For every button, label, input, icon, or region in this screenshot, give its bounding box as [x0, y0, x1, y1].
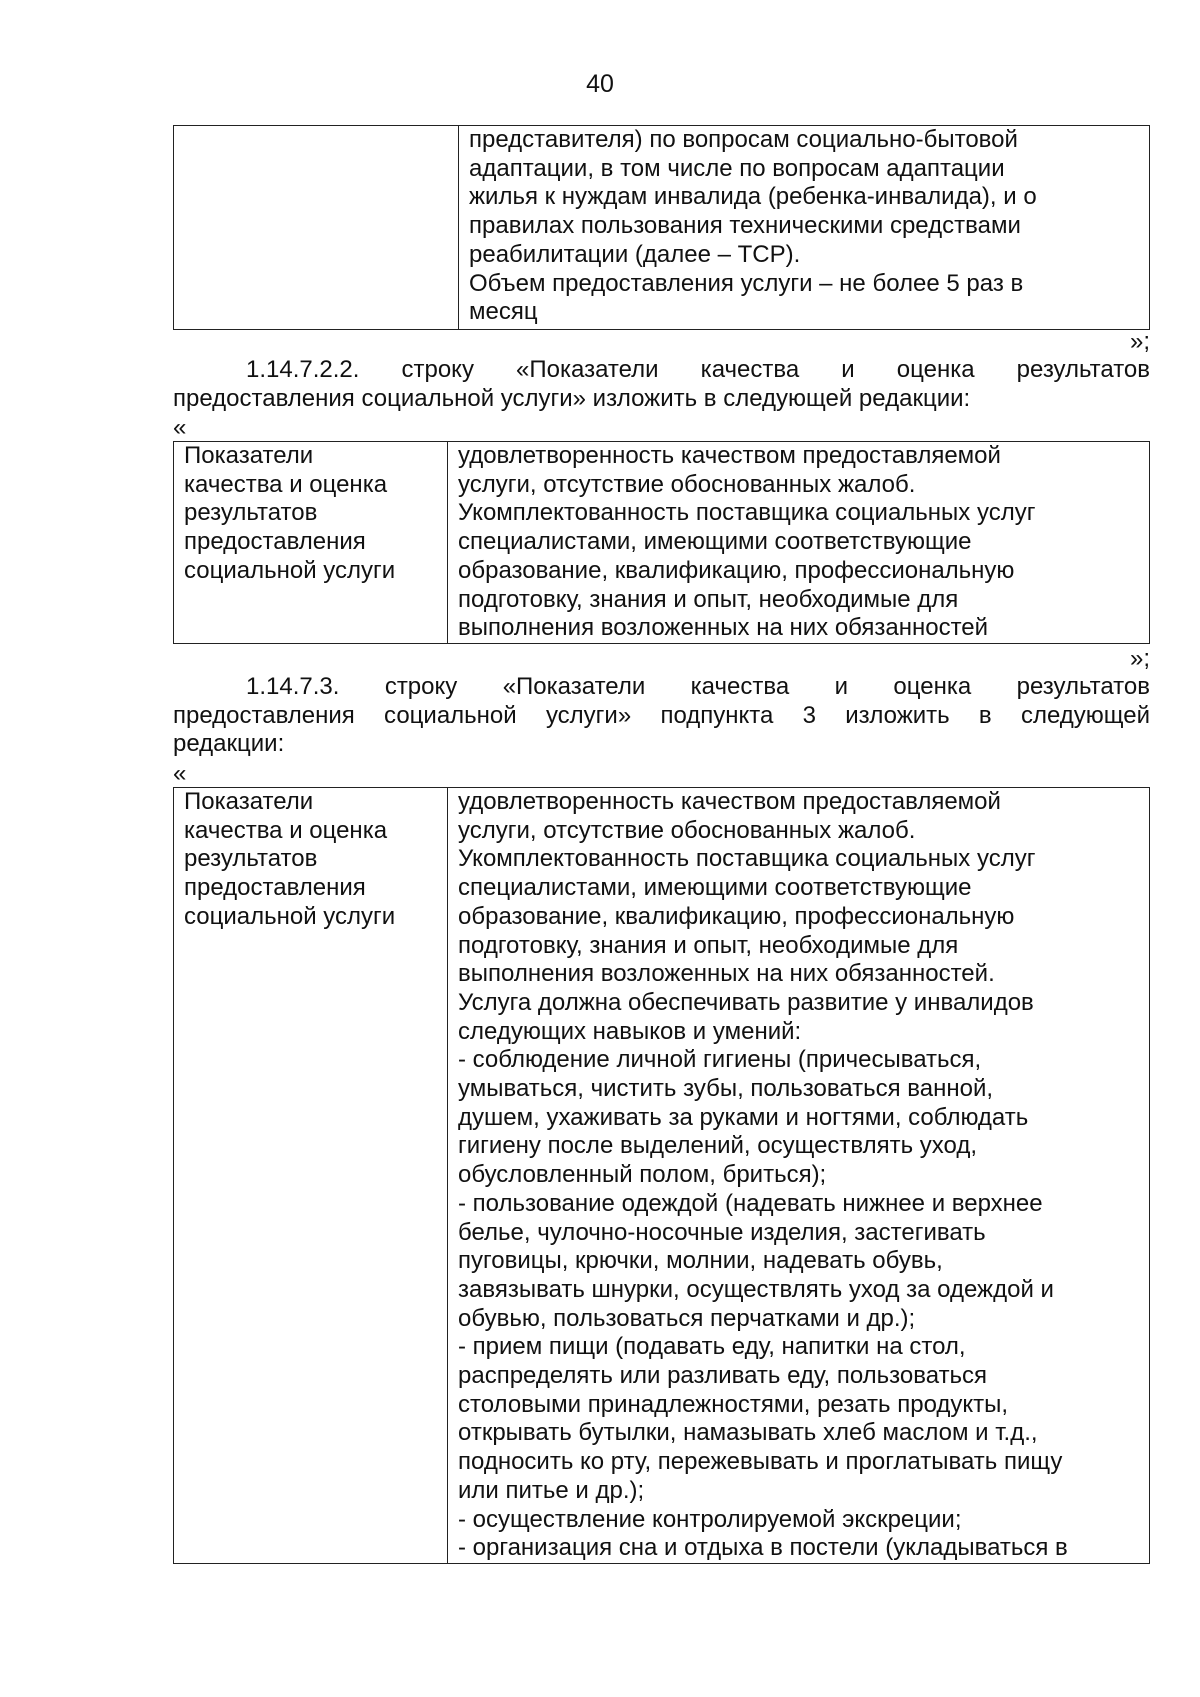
cell-line: качества и оценка: [184, 470, 388, 498]
cell-line: реабилитации (далее – ТСР).: [469, 240, 801, 268]
cell-line: открывать бутылки, намазывать хлеб маслом и т.д.,: [458, 1419, 1038, 1447]
cell-line: специалистами, имеющими соответствующие: [458, 528, 972, 556]
table-row: [174, 126, 1150, 330]
cell-line: социальной услуги: [184, 556, 396, 584]
cell-line: следующих навыков и умений:: [458, 1017, 802, 1045]
table-cell-label: [174, 442, 448, 644]
cell-line: гигиену после выделений, осуществлять уход,: [458, 1132, 978, 1160]
cell-line: белье, чулочно-носочные изделия, застегивать: [458, 1218, 986, 1246]
cell-line: адаптации, в том числе по вопросам адаптации: [469, 154, 1005, 182]
paragraph-line: предоставления социальной услуги» изложить в следующей редакции:: [173, 384, 971, 412]
cell-line: жилья к нуждам инвалида (ребенка-инвалида), и о: [469, 183, 1037, 211]
cell-line: Укомплектованность поставщика социальных услуг: [458, 499, 1036, 527]
cell-line: правилах пользования техническими средствами: [469, 212, 1021, 240]
page-number: 40: [586, 70, 614, 98]
cell-line: услуги, отсутствие обоснованных жалоб.: [458, 816, 916, 844]
cell-line: или питье и др.);: [458, 1476, 645, 1504]
paragraph-line: 1.14.7.3. строку «Показатели качества и оценка результатов: [246, 673, 1150, 700]
cell-line: душем, ухаживать за руками и ногтями, соблюдать: [458, 1103, 1029, 1131]
paragraph-1-14-7-3: [173, 673, 1150, 759]
cell-line: Показатели: [184, 788, 314, 815]
paragraph-1-14-7-2-2: [173, 356, 1150, 413]
cell-line: - осуществление контролируемой экскреции;: [458, 1505, 962, 1533]
table-cell-text: [448, 788, 1150, 1564]
opening-quote: «: [173, 760, 187, 787]
cell-line: образование, квалификацию, профессиональную: [458, 902, 1015, 930]
cell-line: предоставления: [184, 528, 366, 556]
cell-line: распределять или разливать еду, пользоваться: [458, 1362, 988, 1390]
cell-line: умываться, чистить зубы, пользоваться ванной,: [458, 1075, 994, 1103]
cell-line: - прием пищи (подавать еду, напитки на стол,: [458, 1333, 966, 1361]
cell-line: - соблюдение личной гигиены (причесываться,: [458, 1046, 982, 1074]
cell-line: предоставления: [184, 874, 366, 902]
cell-line: образование, квалификацию, профессиональную: [458, 556, 1015, 584]
cell-line: результатов: [184, 499, 318, 527]
cell-line: пуговицы, крючки, молнии, надевать обувь,: [458, 1247, 943, 1275]
table-quality-indicators: [173, 441, 1150, 644]
cell-line: услуги, отсутствие обоснованных жалоб.: [458, 470, 916, 498]
table-continuation: [173, 125, 1150, 330]
table-cell-label: [174, 788, 448, 1564]
cell-line: удовлетворенность качеством предоставляемой: [458, 442, 1001, 469]
opening-quote: «: [173, 414, 187, 441]
cell-line: подготовку, знания и опыт, необходимые для: [458, 931, 959, 959]
paragraph-line: редакции:: [173, 730, 285, 758]
cell-line: результатов: [184, 845, 318, 873]
cell-line: - пользование одеждой (надевать нижнее и верхнее: [458, 1189, 1043, 1217]
table-cell-text: [448, 442, 1150, 644]
table-cell-text: [459, 126, 1150, 330]
closing-quote: »;: [1129, 645, 1150, 672]
paragraph-line: предоставления социальной услуги» подпункта 3 изложить в следующей: [173, 701, 1150, 729]
cell-line: выполнения возложенных на них обязанностей: [458, 614, 989, 642]
cell-line: столовыми принадлежностями, резать продукты,: [458, 1390, 1009, 1418]
cell-line: выполнения возложенных на них обязанностей.: [458, 960, 995, 988]
cell-line: представителя) по вопросам социально-бытовой: [469, 126, 1018, 153]
cell-line: обусловленный полом, бриться);: [458, 1161, 827, 1189]
cell-line: специалистами, имеющими соответствующие: [458, 874, 972, 902]
table-quality-indicators-extended: [173, 787, 1150, 1564]
cell-line: месяц: [469, 298, 538, 326]
cell-line: - организация сна и отдыха в постели (укладываться в: [458, 1534, 1068, 1562]
table-row: [174, 788, 1150, 1564]
cell-line: Объем предоставления услуги – не более 5 раз в: [469, 269, 1024, 297]
cell-line: Услуга должна обеспечивать развитие у инвалидов: [458, 988, 1034, 1016]
cell-line: обувью, пользоваться перчатками и др.);: [458, 1304, 916, 1332]
cell-line: качества и оценка: [184, 816, 388, 844]
cell-line: Показатели: [184, 442, 314, 469]
cell-line: Укомплектованность поставщика социальных услуг: [458, 845, 1036, 873]
cell-line: завязывать шнурки, осуществлять уход за одеждой и: [458, 1275, 1054, 1303]
closing-quote: »;: [1129, 328, 1150, 355]
table-row: [174, 442, 1150, 644]
cell-line: подготовку, знания и опыт, необходимые для: [458, 585, 959, 613]
cell-line: социальной услуги: [184, 902, 396, 930]
paragraph-line: 1.14.7.2.2. строку «Показатели качества и оценка результатов: [246, 356, 1151, 383]
table-cell-empty: [174, 126, 459, 330]
cell-line: удовлетворенность качеством предоставляемой: [458, 788, 1001, 815]
cell-line: подносить ко рту, пережевывать и проглатывать пищу: [458, 1448, 1063, 1476]
